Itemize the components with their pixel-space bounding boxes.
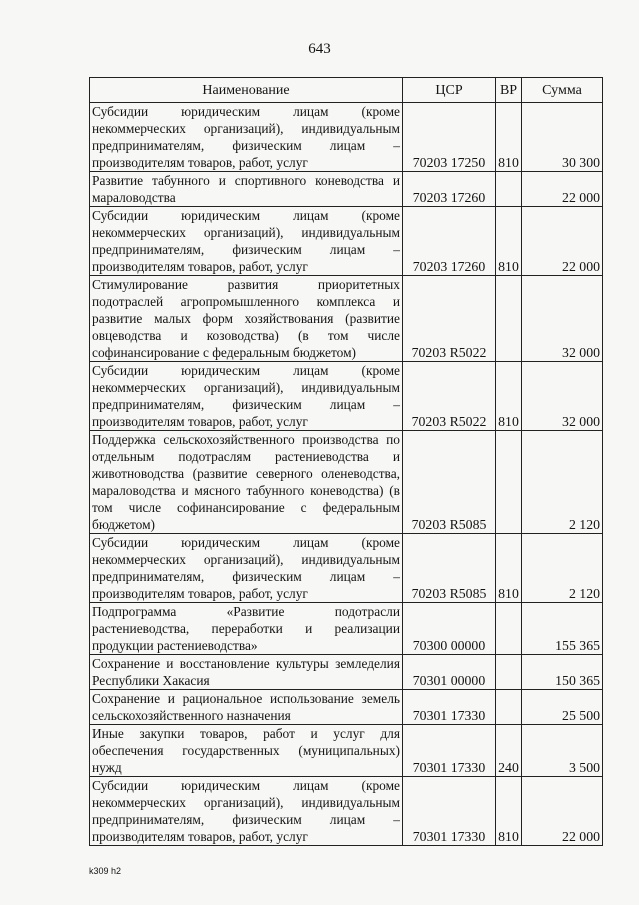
- header-code: ЦСР: [403, 78, 496, 103]
- row-name: Сохранение и рациональное использование земель сельскохозяйственного назначения: [90, 690, 403, 725]
- table-row: [90, 655, 603, 690]
- row-sum: 2 120: [522, 534, 603, 603]
- budget-table: [89, 77, 603, 846]
- row-sum: 30 300: [522, 103, 603, 172]
- row-sum: 32 000: [522, 362, 603, 431]
- row-vr: 810: [496, 534, 522, 603]
- row-code: 70203 R5085: [403, 431, 496, 534]
- row-sum: 22 000: [522, 172, 603, 207]
- table-row: [90, 276, 603, 362]
- row-name: Субсидии юридическим лицам (кроме некоммерческих организаций), индивидуальным предпринимателям, физическим лицам – производителям товаров, работ, услуг: [90, 207, 403, 276]
- row-code: 70203 17260: [403, 172, 496, 207]
- row-name: Поддержка сельскохозяйственного производства по отдельным подотраслям растениеводства и животноводства (развитие северного оленеводства, мараловодства и мясного табунного коневодства) (в том числе софинансирование с федеральным бюджетом): [90, 431, 403, 534]
- row-name: Субсидии юридическим лицам (кроме некоммерческих организаций), индивидуальным предпринимателям, физическим лицам – производителям товаров, работ, услуг: [90, 777, 403, 846]
- row-name: Субсидии юридическим лицам (кроме некоммерческих организаций), индивидуальным предпринимателям, физическим лицам – производителям товаров, работ, услуг: [90, 362, 403, 431]
- table-row: [90, 172, 603, 207]
- row-vr: 810: [496, 777, 522, 846]
- row-vr: 240: [496, 725, 522, 777]
- table-row: [90, 603, 603, 655]
- row-vr: [496, 690, 522, 725]
- table-header-row: [90, 78, 603, 103]
- header-vr: ВР: [496, 78, 522, 103]
- row-name: Иные закупки товаров, работ и услуг для обеспечения государственных (муниципальных) нужд: [90, 725, 403, 777]
- row-sum: 22 000: [522, 207, 603, 276]
- table-row: [90, 725, 603, 777]
- row-sum: 3 500: [522, 725, 603, 777]
- row-name: Развитие табунного и спортивного коневодства и мараловодства: [90, 172, 403, 207]
- row-code: 70203 R5022: [403, 362, 496, 431]
- table-row: [90, 534, 603, 603]
- row-name: Субсидии юридическим лицам (кроме некоммерческих организаций), индивидуальным предпринимателям, физическим лицам – производителям товаров, работ, услуг: [90, 534, 403, 603]
- row-vr: [496, 603, 522, 655]
- table-row: [90, 690, 603, 725]
- row-sum: 32 000: [522, 276, 603, 362]
- table-row: [90, 777, 603, 846]
- document-footer-code: k309 h2: [89, 866, 122, 876]
- row-vr: [496, 655, 522, 690]
- row-name: Подпрограмма «Развитие подотрасли растениеводства, переработки и реализации продукции растениеводства»: [90, 603, 403, 655]
- row-sum: 150 365: [522, 655, 603, 690]
- row-vr: 810: [496, 362, 522, 431]
- row-sum: 2 120: [522, 431, 603, 534]
- row-name: Субсидии юридическим лицам (кроме некоммерческих организаций), индивидуальным предпринимателям, физическим лицам – производителям товаров, работ, услуг: [90, 103, 403, 172]
- row-name: Стимулирование развития приоритетных подотраслей агропромышленного комплекса и развитие малых форм хозяйствования (развитие овцеводства и козоводства) (в том числе софинансирование с федеральным бюджетом): [90, 276, 403, 362]
- row-sum: 25 500: [522, 690, 603, 725]
- row-vr: 810: [496, 207, 522, 276]
- page-number: 643: [308, 41, 331, 57]
- row-code: 70301 17330: [403, 690, 496, 725]
- table-row: [90, 431, 603, 534]
- table-row: [90, 362, 603, 431]
- header-sum: Сумма: [522, 78, 603, 103]
- table-row: [90, 207, 603, 276]
- row-code: 70203 R5085: [403, 534, 496, 603]
- row-code: 70203 17250: [403, 103, 496, 172]
- header-name: Наименование: [90, 78, 403, 103]
- row-code: 70203 R5022: [403, 276, 496, 362]
- row-vr: [496, 172, 522, 207]
- row-vr: 810: [496, 103, 522, 172]
- row-name: Сохранение и восстановление культуры земледелия Республики Хакасия: [90, 655, 403, 690]
- row-sum: 155 365: [522, 603, 603, 655]
- row-code: 70301 00000: [403, 655, 496, 690]
- row-vr: [496, 431, 522, 534]
- row-sum: 22 000: [522, 777, 603, 846]
- row-code: 70301 17330: [403, 777, 496, 846]
- row-vr: [496, 276, 522, 362]
- table-row: [90, 103, 603, 172]
- row-code: 70203 17260: [403, 207, 496, 276]
- row-code: 70300 00000: [403, 603, 496, 655]
- row-code: 70301 17330: [403, 725, 496, 777]
